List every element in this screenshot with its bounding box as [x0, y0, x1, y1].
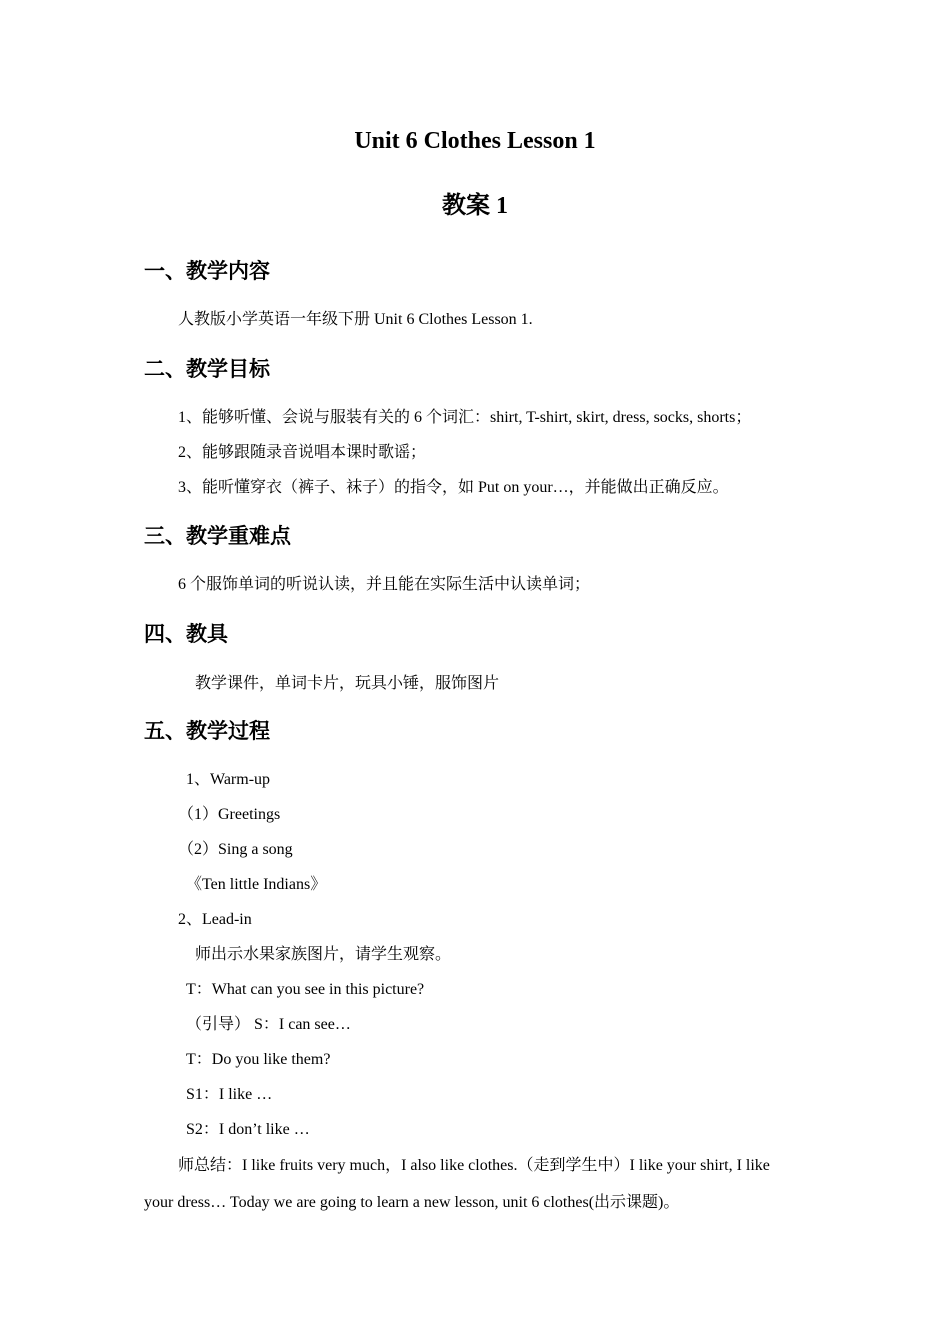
teaching-aids-text: 教学课件，单词卡片，玩具小锤，服饰图片 [195, 675, 500, 692]
objective-item: 3、能听懂穿衣（裤子、袜子）的指令，如 Put on your…，并能做出正确反应。 [178, 479, 729, 496]
procedure-line: 《Ten little Indians》 [186, 876, 327, 893]
procedure-line: 1、Warm-up [186, 771, 271, 788]
procedure-line: S1：I like … [186, 1086, 273, 1103]
key-points-text: 6 个服饰单词的听说认读，并且能在实际生活中认读单词； [178, 576, 591, 593]
procedure-line: your dress… Today we are going to learn a new lesson, unit 6 clothes(出示课题)。 [144, 1194, 680, 1211]
document-title: Unit 6 Clothes Lesson 1 [354, 128, 596, 154]
section-heading-teaching-aids: 四、教具 [144, 622, 228, 646]
procedure-line: 2、Lead-in [178, 911, 252, 928]
objective-item: 2、能够跟随录音说唱本课时歌谣； [178, 444, 427, 461]
procedure-line: 师总结：I like fruits very much，I also like clothes.（走到学生中）I like your shirt, I like [178, 1157, 770, 1174]
procedure-line: （1）Greetings [178, 806, 281, 823]
objective-item: 1、能够听懂、会说与服装有关的 6 个词汇：shirt, T-shirt, skirt, dress, socks, shorts； [178, 409, 752, 426]
procedure-line: （引导） S：I can see… [186, 1016, 351, 1033]
procedure-line: 师出示水果家族图片，请学生观察。 [195, 946, 452, 963]
procedure-line: （2）Sing a song [178, 841, 293, 858]
section-heading-procedure: 五、教学过程 [144, 719, 270, 743]
document-subtitle: 教案 1 [442, 193, 508, 219]
procedure-line: T：Do you like them? [186, 1051, 331, 1068]
procedure-line: S2：I don’t like … [186, 1121, 310, 1138]
section-heading-content: 一、教学内容 [144, 259, 270, 283]
section-heading-objectives: 二、教学目标 [144, 357, 270, 381]
procedure-line: T：What can you see in this picture? [186, 981, 425, 998]
section-heading-key-points: 三、教学重难点 [144, 524, 291, 548]
section-content-text: 人教版小学英语一年级下册 Unit 6 Clothes Lesson 1. [178, 311, 533, 328]
